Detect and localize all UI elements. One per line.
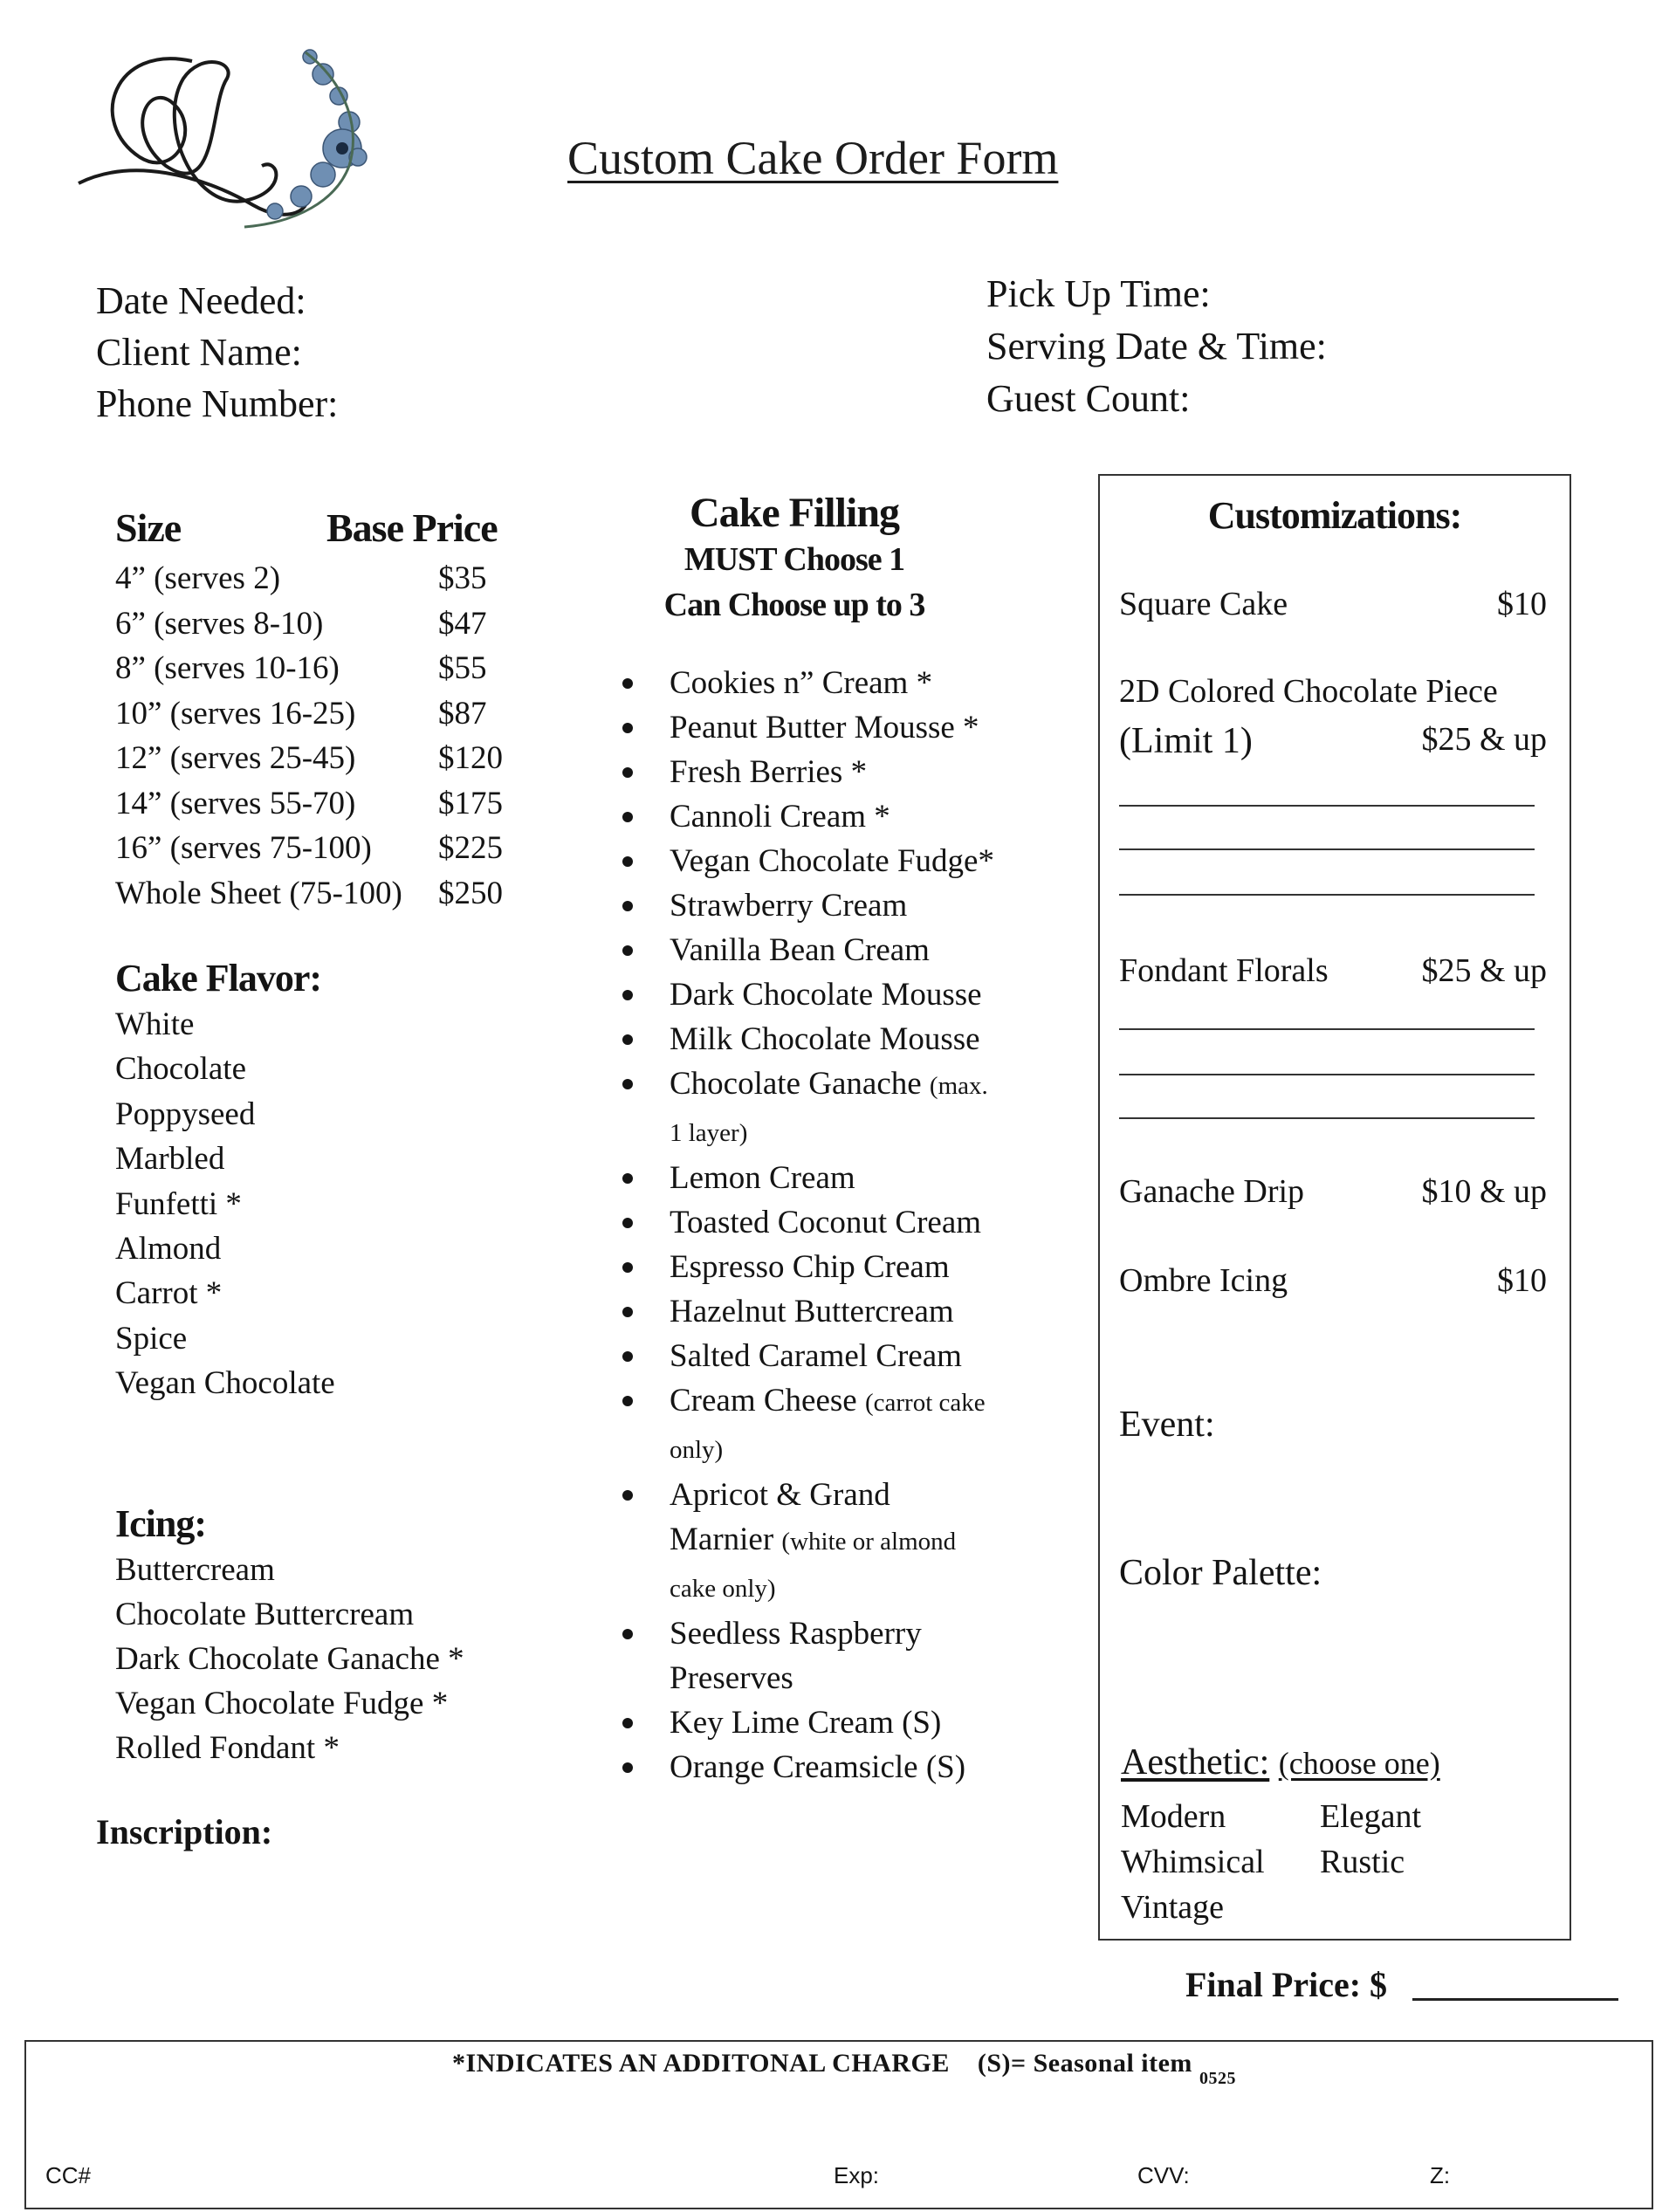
page-title: Custom Cake Order Form xyxy=(567,132,1059,184)
aesthetic-subtitle: (choose one) xyxy=(1278,1746,1440,1781)
option-label: Ganache Drip xyxy=(1119,1173,1305,1210)
bullet-icon xyxy=(622,901,633,911)
bullet-icon xyxy=(622,945,633,956)
icing-option[interactable]: Chocolate Buttercream xyxy=(115,1597,415,1632)
size-row[interactable] xyxy=(115,781,534,827)
flavor-option[interactable]: Chocolate xyxy=(115,1051,247,1088)
filling-label: Seedless Raspberry xyxy=(670,1616,922,1652)
base-price-header: Base Price xyxy=(326,505,498,550)
inscription-label[interactable]: Inscription: xyxy=(96,1812,273,1851)
bullet-icon xyxy=(622,1396,633,1406)
option-price: $10 xyxy=(1497,586,1547,622)
icing-list xyxy=(115,1548,464,1770)
filling-label: Milk Chocolate Mousse xyxy=(670,1021,980,1057)
client-name-label[interactable]: Client Name: xyxy=(96,331,302,374)
bullet-icon xyxy=(622,1173,633,1184)
filling-option[interactable] xyxy=(615,1289,1034,1334)
filling-option[interactable] xyxy=(615,1700,1034,1745)
size-row[interactable] xyxy=(115,646,534,691)
bullet-icon xyxy=(622,767,633,778)
size-label: 6” (serves 8-10) xyxy=(115,605,324,642)
chocolate-piece-line[interactable] xyxy=(1119,894,1535,896)
option-price: $25 & up xyxy=(1421,952,1547,989)
filling-option[interactable] xyxy=(615,1156,1034,1200)
filling-label: Toasted Coconut Cream xyxy=(670,1205,982,1240)
filling-label: Orange Creamsicle (S) xyxy=(670,1749,966,1785)
cvv-field[interactable]: CVV: xyxy=(1137,2162,1190,2188)
bullet-icon xyxy=(622,1034,633,1045)
size-label: 10” (serves 16-25) xyxy=(115,695,356,732)
charge-notice xyxy=(452,2049,1236,2088)
option-label: Square Cake xyxy=(1119,586,1288,622)
aesthetic-option[interactable]: Modern xyxy=(1121,1798,1226,1835)
expiration-field[interactable]: Exp: xyxy=(834,2162,880,2188)
filling-option[interactable] xyxy=(615,972,1034,1017)
filling-label: Fresh Berries * xyxy=(670,754,868,790)
bullet-icon xyxy=(622,1629,633,1639)
size-label: 16” (serves 75-100) xyxy=(115,830,372,867)
option-label: 2D Colored Chocolate Piece xyxy=(1119,673,1498,710)
pick-up-time-label[interactable]: Pick Up Time: xyxy=(986,272,1211,315)
filling-option[interactable] xyxy=(615,1473,1034,1611)
chocolate-piece-line[interactable] xyxy=(1119,805,1535,807)
client-info-right xyxy=(986,268,1327,425)
customizations-title: Customizations: xyxy=(1207,494,1462,537)
credit-card-field[interactable]: CC# xyxy=(45,2162,92,2188)
filling-label: Chocolate Ganache xyxy=(670,1066,922,1102)
size-row[interactable] xyxy=(115,871,534,917)
square-cake-option[interactable] xyxy=(1119,585,1547,623)
icing-option[interactable]: Vegan Chocolate Fudge * xyxy=(115,1686,449,1721)
payment-box xyxy=(24,2040,1653,2209)
bullet-icon xyxy=(622,1351,633,1362)
client-info-left xyxy=(96,275,338,429)
ganache-drip-option[interactable] xyxy=(1119,1172,1547,1211)
flavor-option[interactable]: Vegan Chocolate xyxy=(115,1365,335,1402)
fondant-florals-option[interactable] xyxy=(1119,951,1547,990)
icing-option[interactable]: Dark Chocolate Ganache * xyxy=(115,1641,464,1677)
size-row[interactable] xyxy=(115,691,534,737)
filling-label: Salted Caramel Cream xyxy=(670,1338,962,1374)
size-price: $120 xyxy=(438,740,503,777)
option-label: Fondant Florals xyxy=(1119,952,1329,989)
filling-label: Strawberry Cream xyxy=(670,888,908,924)
flavor-option[interactable]: Funfetti * xyxy=(115,1185,242,1222)
bullet-icon xyxy=(622,856,633,867)
cake-flavor-title: Cake Flavor: xyxy=(115,957,322,1000)
size-table-header xyxy=(115,505,534,551)
filling-label: Dark Chocolate Mousse xyxy=(670,977,982,1013)
flavor-option[interactable]: Carrot * xyxy=(115,1275,223,1312)
filling-option[interactable] xyxy=(615,928,1034,972)
filling-option[interactable] xyxy=(615,883,1034,928)
option-price: $10 & up xyxy=(1421,1173,1547,1210)
filling-label: Vanilla Bean Cream xyxy=(670,932,930,968)
icing-option[interactable]: Buttercream xyxy=(115,1552,275,1588)
aesthetic-options xyxy=(1121,1794,1519,1930)
filling-label: Key Lime Cream (S) xyxy=(670,1705,942,1741)
size-header: Size xyxy=(115,505,182,550)
aesthetic-option[interactable]: Vintage xyxy=(1121,1889,1225,1926)
cake-flavor-section xyxy=(115,956,335,1406)
size-label: 12” (serves 25-45) xyxy=(115,740,356,777)
filling-note: only) xyxy=(670,1436,724,1464)
size-label: 4” (serves 2) xyxy=(115,560,281,597)
size-row[interactable] xyxy=(115,556,534,601)
fondant-florals-line[interactable] xyxy=(1119,1028,1535,1030)
filling-note: (max. xyxy=(929,1072,988,1100)
filling-option[interactable] xyxy=(615,661,1034,705)
final-price-label: Final Price: $ xyxy=(1185,1965,1388,2004)
fondant-florals-line[interactable] xyxy=(1119,1074,1535,1075)
chocolate-piece-limit-row xyxy=(1119,720,1547,762)
serving-date-time-label[interactable]: Serving Date & Time: xyxy=(986,325,1327,368)
bullet-icon xyxy=(622,812,633,822)
size-price: $175 xyxy=(438,785,503,821)
phone-number-label[interactable]: Phone Number: xyxy=(96,382,339,425)
bullet-icon xyxy=(622,1490,633,1501)
filling-note: cake only) xyxy=(670,1575,776,1603)
filling-option[interactable] xyxy=(615,705,1034,750)
filling-option[interactable] xyxy=(615,839,1034,883)
cake-filling-list xyxy=(615,661,1034,1790)
guest-count-label[interactable]: Guest Count: xyxy=(986,377,1191,420)
ombre-icing-option[interactable] xyxy=(1119,1261,1547,1300)
filling-label: Espresso Chip Cream xyxy=(670,1249,950,1285)
filling-note: (carrot cake xyxy=(864,1389,986,1417)
flavor-option[interactable]: Poppyseed xyxy=(115,1096,256,1132)
filling-label: Cannoli Cream * xyxy=(670,799,890,835)
filling-label: Preserves xyxy=(670,1660,793,1696)
logo xyxy=(61,26,393,244)
customizations-box xyxy=(1098,474,1571,1941)
size-price-table xyxy=(115,505,534,916)
size-price: $250 xyxy=(438,875,503,911)
bullet-icon xyxy=(622,1218,633,1228)
monogram-wreath-icon xyxy=(61,26,393,244)
filling-label: Lemon Cream xyxy=(670,1160,855,1196)
size-label: 14” (serves 55-70) xyxy=(115,785,356,821)
filling-label: Cookies n” Cream * xyxy=(670,665,933,701)
flavor-option[interactable]: Spice xyxy=(115,1320,188,1357)
aesthetic-option[interactable]: Elegant xyxy=(1320,1798,1422,1835)
size-label: 8” (serves 10-16) xyxy=(115,650,340,687)
size-label: Whole Sheet (75-100) xyxy=(115,875,402,911)
date-needed-label[interactable]: Date Needed: xyxy=(96,279,306,322)
cake-flavor-list xyxy=(115,1002,335,1406)
filling-label: Peanut Butter Mousse * xyxy=(670,710,979,745)
bullet-icon xyxy=(622,1307,633,1317)
filling-option[interactable] xyxy=(615,794,1034,839)
filling-rule-max: Can Choose up to 3 xyxy=(663,587,925,623)
cake-filling-title: Cake Filling xyxy=(689,490,900,536)
filling-option[interactable] xyxy=(615,1378,1034,1473)
aesthetic-option[interactable]: Whimsical xyxy=(1121,1844,1265,1880)
filling-note: (white or almond xyxy=(781,1528,957,1556)
filling-label: Hazelnut Buttercream xyxy=(670,1294,954,1329)
size-price: $47 xyxy=(438,605,487,642)
size-row[interactable] xyxy=(115,826,534,871)
filling-option[interactable] xyxy=(615,1200,1034,1245)
flavor-option[interactable]: Marbled xyxy=(115,1141,225,1178)
size-price: $87 xyxy=(438,695,487,732)
size-price: $35 xyxy=(438,560,487,597)
bullet-icon xyxy=(622,1079,633,1089)
bullet-icon xyxy=(622,1718,633,1728)
option-limit: (Limit 1) xyxy=(1119,721,1253,761)
filling-option[interactable] xyxy=(615,1745,1034,1790)
option-price: $25 & up xyxy=(1421,721,1547,758)
event-label[interactable]: Event: xyxy=(1119,1405,1215,1445)
size-row[interactable] xyxy=(115,601,534,647)
bullet-icon xyxy=(622,990,633,1000)
filling-label: Vegan Chocolate Fudge* xyxy=(670,843,994,879)
aesthetic-header xyxy=(1121,1741,1440,1783)
aesthetic-title: Aesthetic: xyxy=(1121,1742,1270,1783)
filling-option[interactable] xyxy=(615,750,1034,794)
filling-note: 1 layer) xyxy=(670,1119,748,1147)
form-code: 0525 xyxy=(1199,2069,1236,2088)
cake-filling-header xyxy=(637,489,951,628)
fondant-florals-line[interactable] xyxy=(1119,1117,1535,1119)
chocolate-piece-line[interactable] xyxy=(1119,848,1535,850)
filling-option[interactable] xyxy=(615,1061,1034,1156)
bullet-icon xyxy=(622,1762,633,1773)
filling-rule-must: MUST Choose 1 xyxy=(683,541,905,578)
filling-option[interactable] xyxy=(615,1334,1034,1378)
filling-label: Marnier xyxy=(670,1522,774,1557)
final-price-field[interactable] xyxy=(1412,1998,1618,2001)
bullet-icon xyxy=(622,1262,633,1273)
aesthetic-option[interactable]: Rustic xyxy=(1320,1844,1405,1880)
filling-option[interactable] xyxy=(615,1245,1034,1289)
size-price: $55 xyxy=(438,650,487,687)
filling-option[interactable] xyxy=(615,1611,1034,1700)
notice-text: *INDICATES AN ADDITONAL CHARGE (S)= Seasonal item xyxy=(452,2049,1192,2078)
zip-field[interactable]: Z: xyxy=(1430,2162,1451,2188)
icing-title: Icing: xyxy=(115,1502,206,1545)
flavor-option[interactable]: Almond xyxy=(115,1231,222,1267)
filling-option[interactable] xyxy=(615,1017,1034,1061)
size-price: $225 xyxy=(438,830,503,867)
icing-section xyxy=(115,1501,464,1770)
color-palette-label[interactable]: Color Palette: xyxy=(1119,1553,1322,1593)
bullet-icon xyxy=(622,723,633,733)
filling-label: Cream Cheese xyxy=(670,1383,857,1419)
chocolate-piece-option[interactable] xyxy=(1119,672,1547,711)
icing-option[interactable]: Rolled Fondant * xyxy=(115,1730,340,1766)
flavor-option[interactable]: White xyxy=(115,1006,195,1042)
option-label: Ombre Icing xyxy=(1119,1262,1288,1299)
filling-label: Apricot & Grand xyxy=(670,1477,890,1513)
bullet-icon xyxy=(622,678,633,689)
size-row[interactable] xyxy=(115,736,534,781)
option-price: $10 xyxy=(1497,1262,1547,1299)
